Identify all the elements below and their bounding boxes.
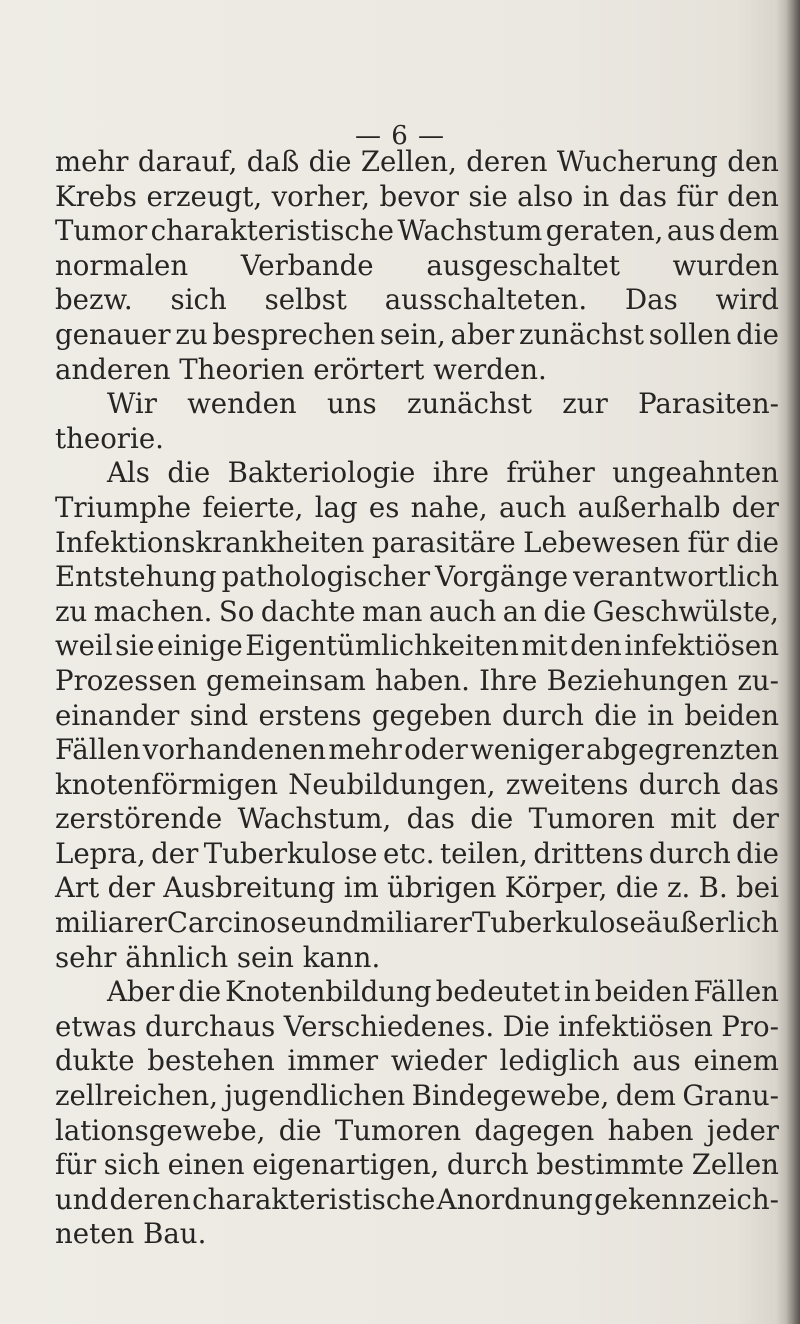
- text-line: miliarer Carcinose und miliarer Tuberkulose äußerlich: [55, 906, 779, 940]
- text-line: Infektionskrankheiten parasitäre Lebewesen für die: [55, 525, 779, 559]
- text-line: theorie.: [55, 421, 164, 455]
- text-line: weil sie einige Eigentümlichkeiten mit den infektiösen: [55, 629, 779, 663]
- text-line: normalen Verbande ausgeschaltet wurden: [55, 248, 779, 282]
- page-number: — 6 —: [354, 121, 446, 151]
- text-line: einander sind erstens gegeben durch die in beiden: [55, 698, 779, 732]
- text-line: genauer zu besprechen sein, aber zunächst sollen die: [55, 317, 779, 351]
- text-line: für sich einen eigenartigen, durch bestimmte Zellen: [55, 1148, 779, 1182]
- text-line: und deren charakteristische Anordnung gekennzeich-: [55, 1182, 779, 1216]
- text-line: bezw. sich selbst ausschalteten. Das wird: [55, 283, 779, 317]
- text-line: Fällen vorhandenen mehr oder weniger abgegrenzten: [55, 733, 779, 767]
- text-line: sehr ähnlich sein kann.: [55, 940, 381, 974]
- text-line: zu machen. So dachte man auch an die Geschwülste,: [55, 594, 779, 628]
- text-line: Lepra, der Tuberkulose etc. teilen, drittens durch die: [55, 836, 779, 870]
- text-line: mehr darauf, daß die Zellen, deren Wucherung den: [55, 145, 779, 178]
- text-line: Art der Ausbreitung im übrigen Körper, die z. B. bei: [55, 871, 779, 905]
- text-line: Aber die Knotenbildung bedeutet in beiden Fällen: [107, 975, 779, 1009]
- text-line: anderen Theorien erörtert werden.: [55, 352, 547, 386]
- text-line: Prozessen gemeinsam haben. Ihre Beziehungen zu-: [55, 663, 779, 697]
- text-line: dukte bestehen immer wieder lediglich aus einem: [55, 1044, 779, 1078]
- text-line: zerstörende Wachstum, das die Tumoren mit der: [55, 802, 779, 836]
- text-line: etwas durchaus Verschiedenes. Die infektiösen Pro-: [55, 1009, 779, 1043]
- page-edge-shadow: [786, 0, 800, 1324]
- text-line: zellreichen, jugendlichen Bindegewebe, dem Granu-: [55, 1079, 779, 1113]
- text-line: lationsgewebe, die Tumoren dagegen haben jeder: [55, 1113, 779, 1147]
- text-line: Triumphe feierte, lag es nahe, auch außerhalb der: [55, 490, 779, 524]
- text-line: neten Bau.: [55, 1217, 207, 1251]
- text-line: Entstehung pathologischer Vorgänge verantwortlich: [55, 560, 779, 594]
- text-line: Als die Bakteriologie ihre früher ungeahnten: [107, 456, 779, 490]
- text-line: Tumor charakteristische Wachstum geraten, aus dem: [55, 214, 779, 248]
- body-text: [55, 145, 779, 1252]
- text-line: Krebs erzeugt, vorher, bevor sie also in das für den: [55, 179, 779, 213]
- text-line: Wir wenden uns zunächst zur Parasiten-: [107, 387, 779, 421]
- text-line: knotenförmigen Neubildungen, zweitens durch das: [55, 767, 779, 801]
